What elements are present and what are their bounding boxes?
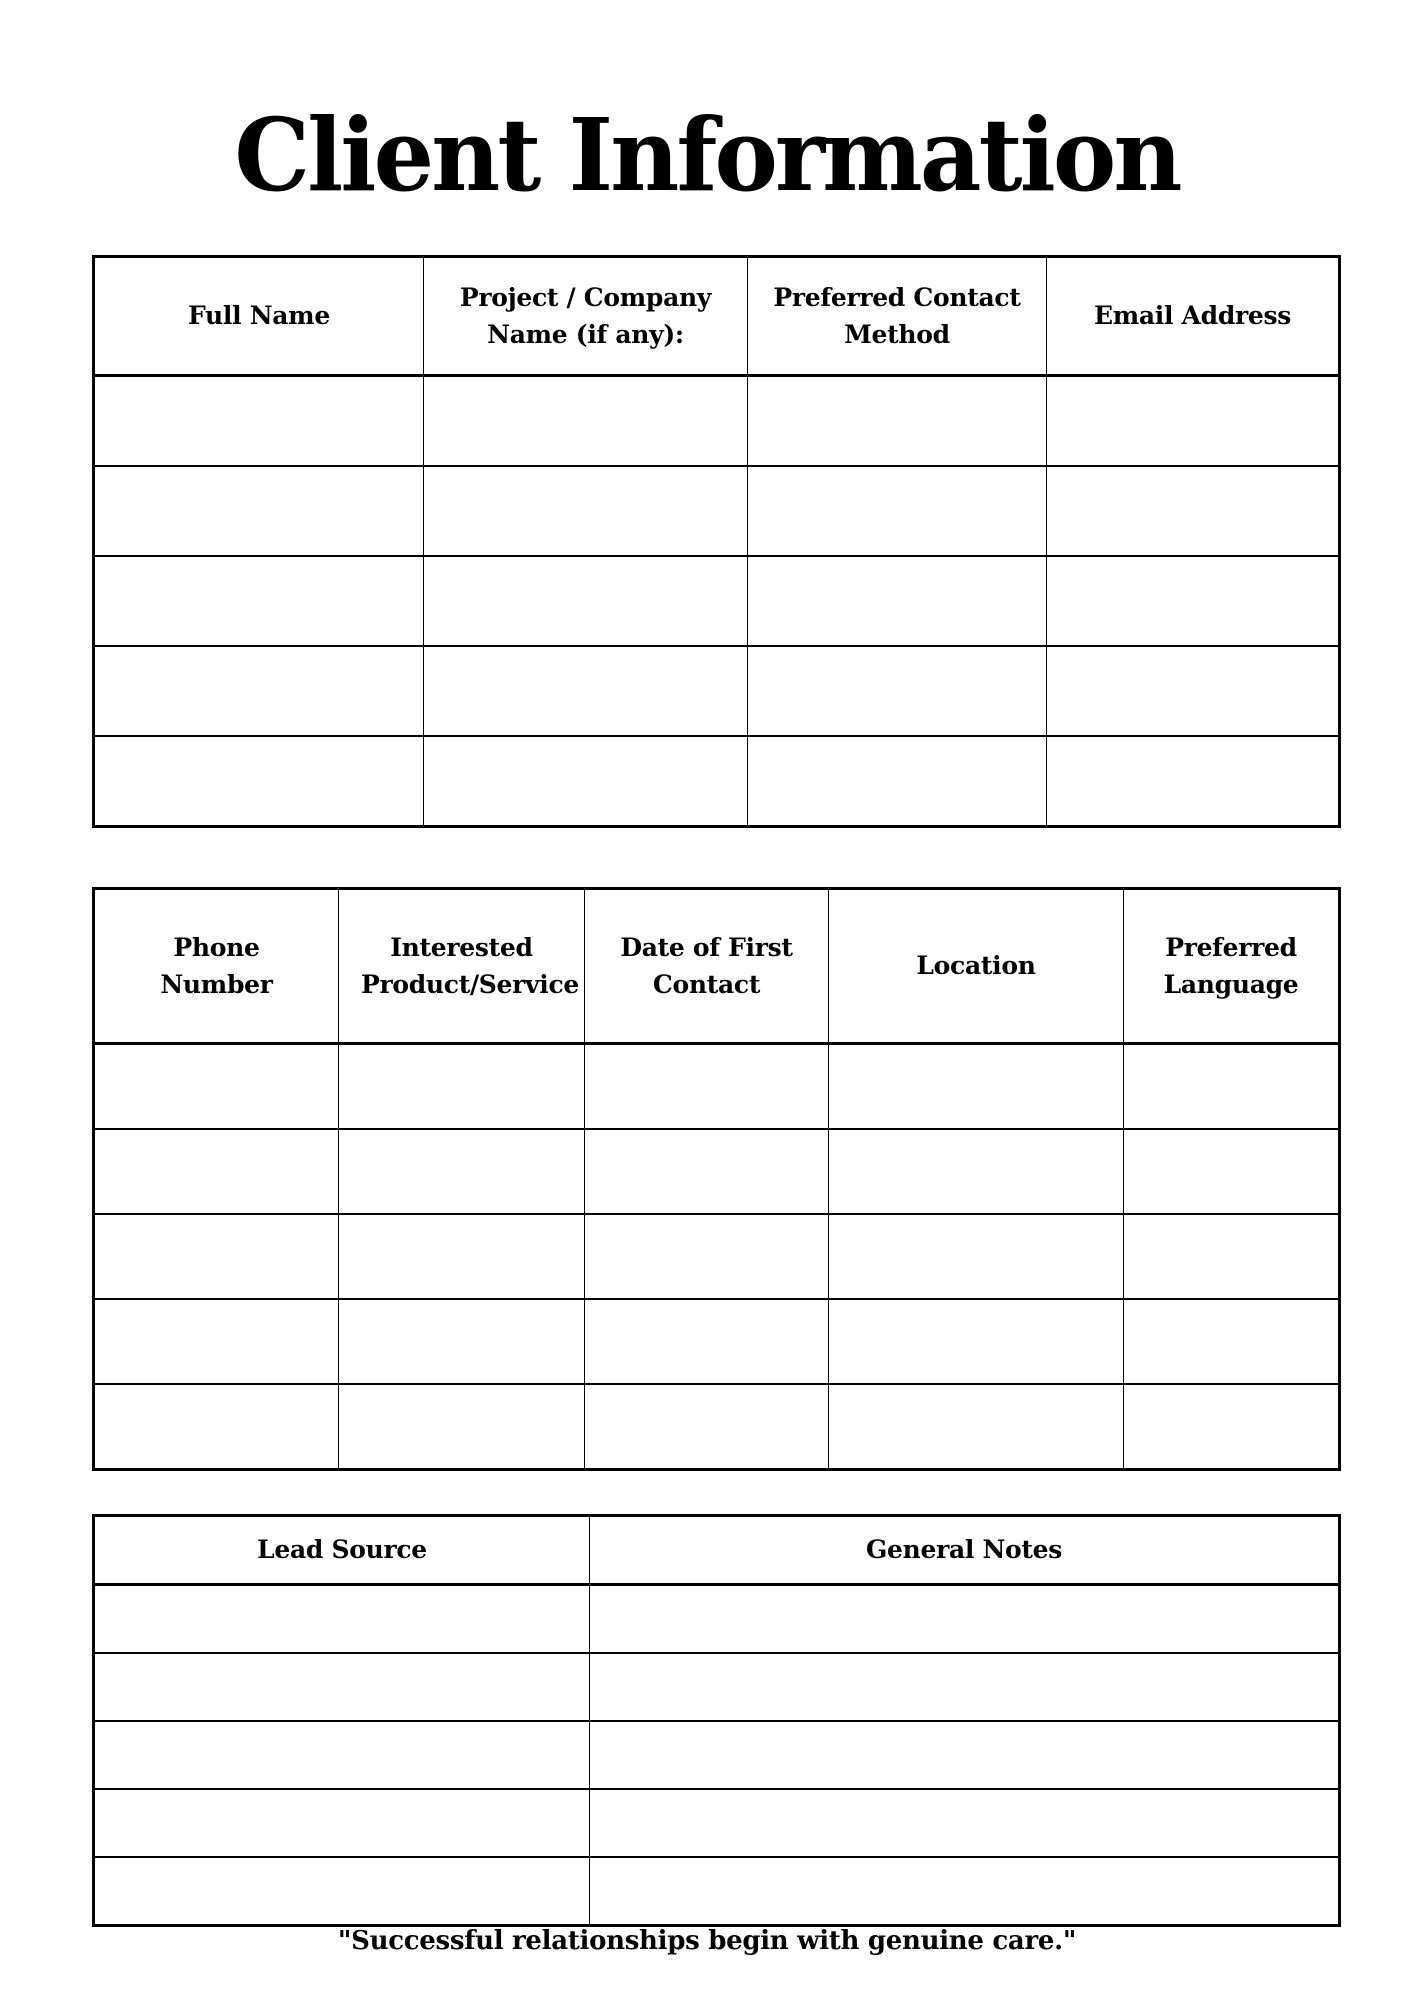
table-row	[94, 1789, 1340, 1857]
header-full-name: Full Name	[94, 257, 424, 376]
header-project-company-name: Project / Company Name (if any):	[424, 257, 748, 376]
empty-cell	[94, 1044, 339, 1130]
empty-cell	[94, 1653, 590, 1721]
empty-cell	[585, 1214, 829, 1299]
empty-cell	[339, 1044, 585, 1130]
empty-cell	[1124, 1129, 1340, 1214]
empty-cell	[424, 466, 748, 556]
empty-cell	[1124, 1044, 1340, 1130]
empty-cell	[94, 1129, 339, 1214]
empty-cell	[424, 376, 748, 467]
empty-cell	[748, 646, 1047, 736]
empty-cell	[1047, 736, 1340, 827]
empty-cell	[590, 1585, 1340, 1654]
contact-table-header-row	[94, 257, 1340, 376]
table-row	[94, 1129, 1340, 1214]
empty-cell	[829, 1299, 1124, 1384]
contact-table	[92, 255, 1341, 828]
empty-cell	[590, 1857, 1340, 1926]
empty-cell	[424, 556, 748, 646]
empty-cell	[748, 736, 1047, 827]
page-title: Client Information	[234, 96, 1180, 214]
header-preferred-contact-method: Preferred Contact Method	[748, 257, 1047, 376]
empty-cell	[339, 1384, 585, 1470]
empty-cell	[94, 1299, 339, 1384]
table-row	[94, 466, 1340, 556]
table-row	[94, 1721, 1340, 1789]
empty-cell	[1047, 556, 1340, 646]
details-table-header-row	[94, 889, 1340, 1044]
empty-cell	[590, 1721, 1340, 1789]
empty-cell	[424, 736, 748, 827]
empty-cell	[94, 1384, 339, 1470]
empty-cell	[748, 376, 1047, 467]
table-row	[94, 1585, 1340, 1654]
table-row	[94, 1653, 1340, 1721]
empty-cell	[94, 1857, 590, 1926]
empty-cell	[829, 1384, 1124, 1470]
empty-cell	[339, 1299, 585, 1384]
empty-cell	[94, 466, 424, 556]
table-row	[94, 1299, 1340, 1384]
empty-cell	[94, 1721, 590, 1789]
empty-cell	[829, 1129, 1124, 1214]
notes-table	[92, 1514, 1341, 1927]
table-row	[94, 736, 1340, 827]
empty-cell	[94, 646, 424, 736]
empty-cell	[1047, 376, 1340, 467]
empty-cell	[1124, 1299, 1340, 1384]
empty-cell	[748, 556, 1047, 646]
empty-cell	[829, 1044, 1124, 1130]
empty-cell	[590, 1789, 1340, 1857]
notes-table-header-row	[94, 1516, 1340, 1585]
empty-cell	[94, 376, 424, 467]
empty-cell	[1124, 1384, 1340, 1470]
empty-cell	[339, 1129, 585, 1214]
empty-cell	[94, 1585, 590, 1654]
table-row	[94, 1214, 1340, 1299]
header-phone-number: Phone Number	[94, 889, 339, 1044]
empty-cell	[748, 466, 1047, 556]
empty-cell	[590, 1653, 1340, 1721]
table-row	[94, 556, 1340, 646]
table-row	[94, 1857, 1340, 1926]
header-location: Location	[829, 889, 1124, 1044]
header-email-address: Email Address	[1047, 257, 1340, 376]
empty-cell	[585, 1044, 829, 1130]
header-date-of-first-contact: Date of First Contact	[585, 889, 829, 1044]
footer-quote: "Successful relationships begin with genuine care."	[337, 1926, 1077, 1956]
empty-cell	[585, 1129, 829, 1214]
table-row	[94, 646, 1340, 736]
empty-cell	[94, 556, 424, 646]
header-interested-product-service: Interested Product/Service	[339, 889, 585, 1044]
empty-cell	[94, 736, 424, 827]
header-general-notes: General Notes	[590, 1516, 1340, 1585]
empty-cell	[1047, 466, 1340, 556]
details-table	[92, 887, 1341, 1471]
empty-cell	[1124, 1214, 1340, 1299]
empty-cell	[585, 1384, 829, 1470]
empty-cell	[585, 1299, 829, 1384]
table-row	[94, 376, 1340, 467]
empty-cell	[1047, 646, 1340, 736]
empty-cell	[339, 1214, 585, 1299]
empty-cell	[829, 1214, 1124, 1299]
empty-cell	[424, 646, 748, 736]
table-row	[94, 1384, 1340, 1470]
header-lead-source: Lead Source	[94, 1516, 590, 1585]
empty-cell	[94, 1789, 590, 1857]
empty-cell	[94, 1214, 339, 1299]
table-row	[94, 1044, 1340, 1130]
header-preferred-language: Preferred Language	[1124, 889, 1340, 1044]
